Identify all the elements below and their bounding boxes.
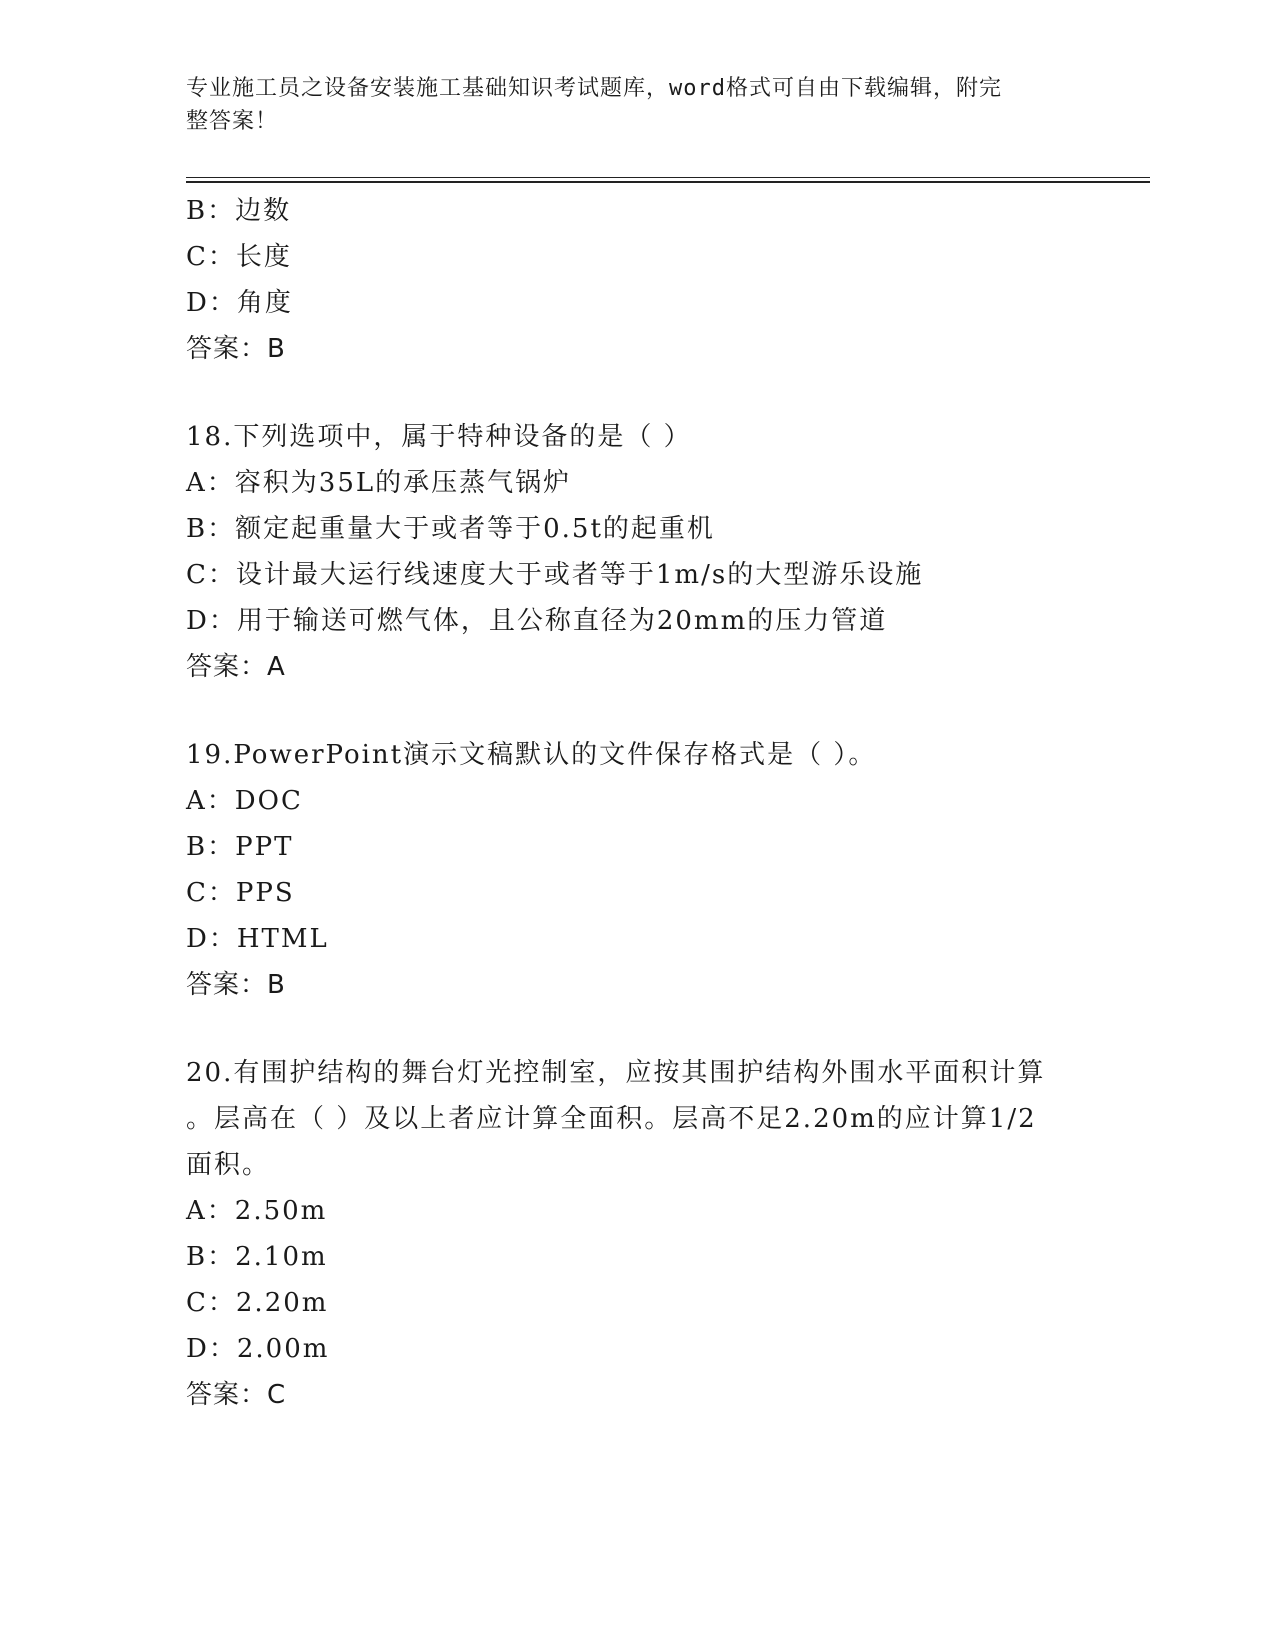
option-c: C：PPS xyxy=(186,878,295,908)
option-d: D：HTML xyxy=(186,924,329,954)
option-b: B：边数 xyxy=(186,196,292,226)
question-text: 19.PowerPoint演示文稿默认的文件保存格式是（ ）。 xyxy=(186,740,877,770)
option-d: D：2.00m xyxy=(186,1334,330,1364)
question-17-tail xyxy=(186,188,1086,372)
header-line-2: 整答案！ xyxy=(186,109,279,134)
option-b: B：PPT xyxy=(186,832,294,862)
header-rule-thick xyxy=(186,181,1150,183)
option-d: D：角度 xyxy=(186,288,293,318)
option-a: A：2.50m xyxy=(186,1196,328,1226)
question-text-line-3: 面积。 xyxy=(186,1150,271,1180)
header-line-1: 专业施工员之设备安装施工基础知识考试题库，word格式可自由下载编辑，附完 xyxy=(186,76,1002,101)
option-b: B：额定起重量大于或者等于0.5t的起重机 xyxy=(186,514,715,544)
question-20 xyxy=(186,1050,1086,1418)
header-rule-thin xyxy=(186,177,1150,178)
option-c: C：2.20m xyxy=(186,1288,329,1318)
answer: 答案：B xyxy=(186,970,286,1000)
answer: 答案：A xyxy=(186,652,286,682)
spacer xyxy=(186,372,1086,414)
option-c: C：设计最大运行线速度大于或者等于1m/s的大型游乐设施 xyxy=(186,560,924,590)
question-text: 18.下列选项中，属于特种设备的是（ ） xyxy=(186,422,692,452)
answer: 答案：C xyxy=(186,1380,287,1410)
question-text-line-2: 。层高在（ ）及以上者应计算全面积。层高不足2.20m的应计算1/2 xyxy=(186,1104,1037,1134)
option-b: B：2.10m xyxy=(186,1242,328,1272)
option-a: A：DOC xyxy=(186,786,303,816)
document-header xyxy=(186,72,1066,138)
option-a: A：容积为35L的承压蒸气锅炉 xyxy=(186,468,572,498)
question-text xyxy=(186,1050,1086,1188)
answer: 答案：B xyxy=(186,334,286,364)
question-content xyxy=(186,188,1086,1418)
spacer xyxy=(186,1008,1086,1050)
option-c: C：长度 xyxy=(186,242,292,272)
question-text-line-1: 20.有围护结构的舞台灯光控制室，应按其围护结构外围水平面积计算 xyxy=(186,1058,1046,1088)
question-19 xyxy=(186,732,1086,1008)
option-d: D：用于输送可燃气体，且公称直径为20mm的压力管道 xyxy=(186,606,888,636)
spacer xyxy=(186,690,1086,732)
question-18 xyxy=(186,414,1086,690)
